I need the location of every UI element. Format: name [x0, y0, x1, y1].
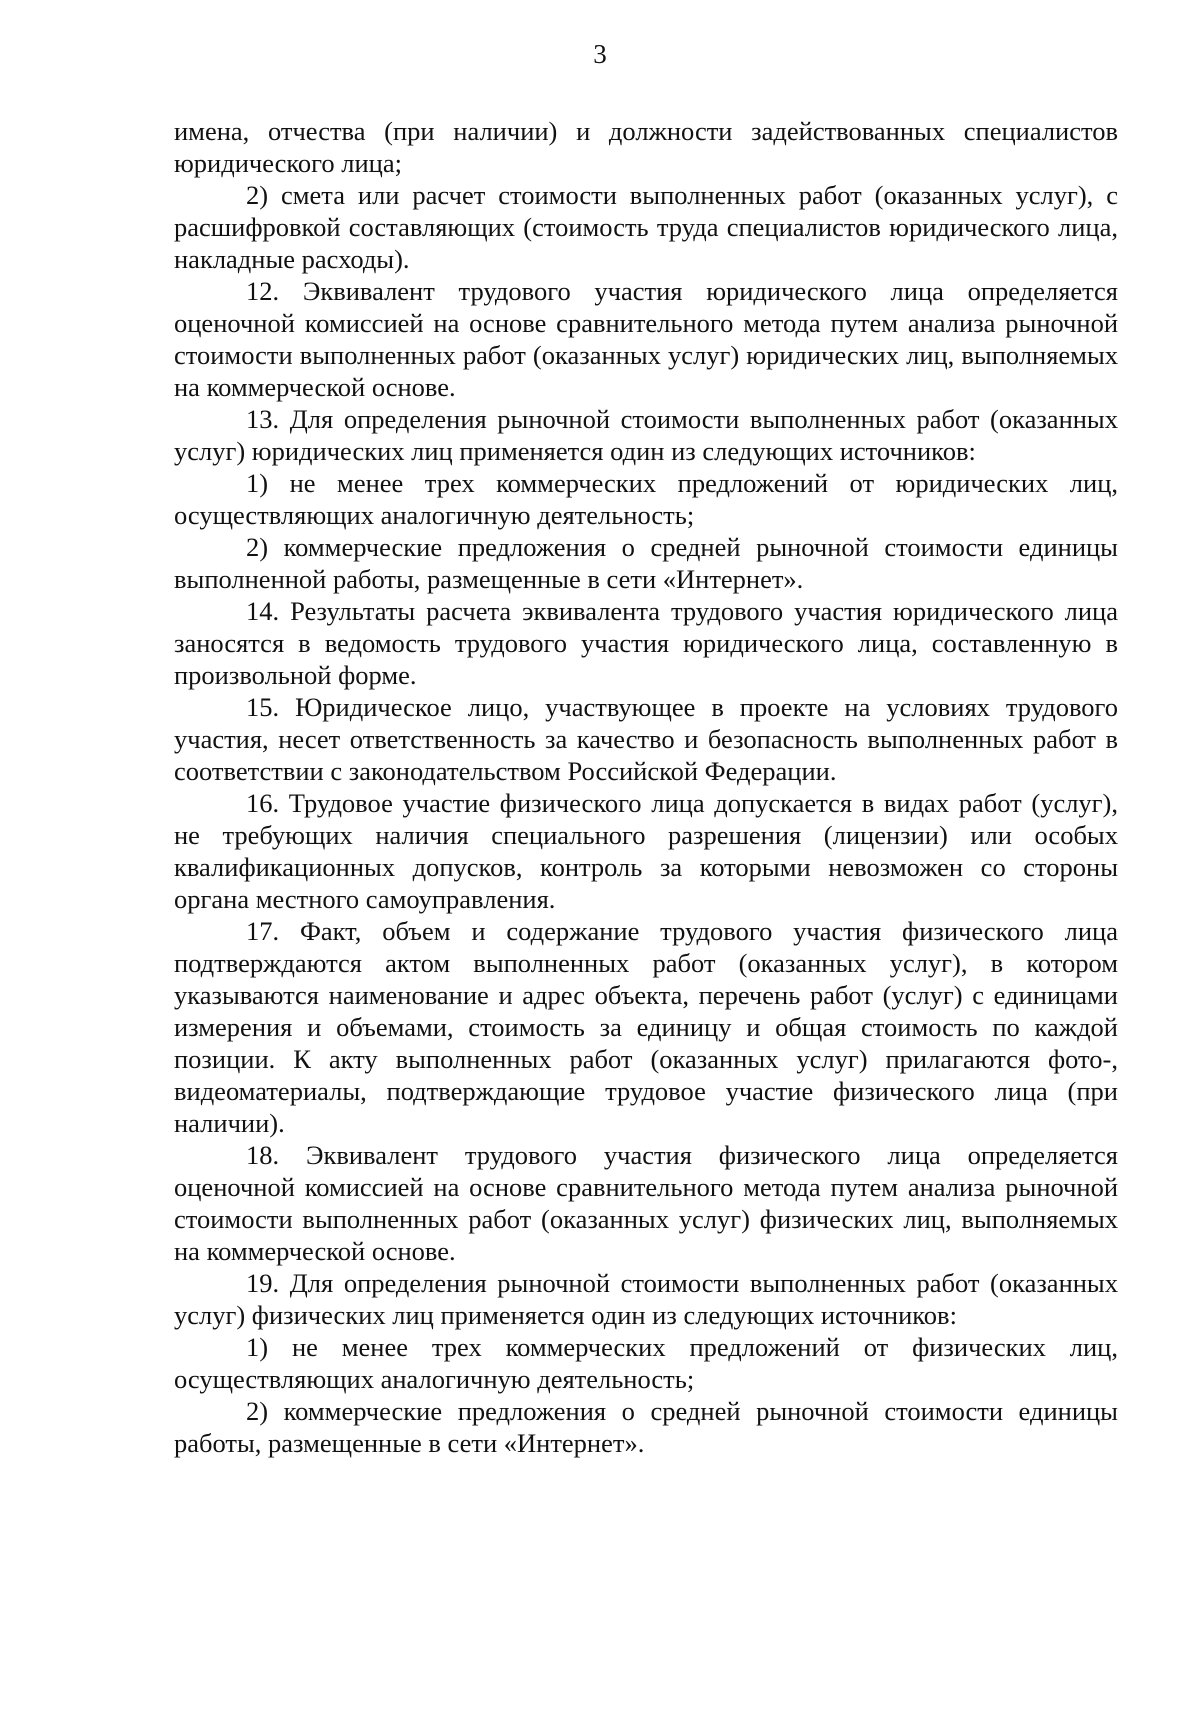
paragraph: 1) не менее трех коммерческих предложений от юридических лиц, осуществляющих аналогичную деятельность;	[174, 468, 1118, 530]
document-body	[174, 115, 1118, 1459]
paragraph: 17. Факт, объем и содержание трудового участия физического лица подтверждаются актом выполненных работ (оказанных услуг), в котором указываются наименование и адрес объекта, перечень работ (услуг) с единицами измерения и объемами, стоимость за единицу и общая стоимость по каждой позиции. К акту выполненных работ (оказанных услуг) прилагаются фото-, видеоматериалы, подтверждающие трудовое участие физического лица (при наличии).	[174, 916, 1118, 1138]
paragraph: 2) смета или расчет стоимости выполненных работ (оказанных услуг), с расшифровкой составляющих (стоимость труда специалистов юридического лица, накладные расходы).	[174, 180, 1118, 274]
paragraph: 1) не менее трех коммерческих предложений от физических лиц, осуществляющих аналогичную деятельность;	[174, 1332, 1118, 1394]
paragraph: 15. Юридическое лицо, участвующее в проекте на условиях трудового участия, несет ответственность за качество и безопасность выполненных работ в соответствии с законодательством Российской Федерации.	[174, 692, 1118, 786]
paragraph: 19. Для определения рыночной стоимости выполненных работ (оказанных услуг) физических лиц применяется один из следующих источников:	[174, 1268, 1118, 1330]
paragraph: 2) коммерческие предложения о средней рыночной стоимости единицы работы, размещенные в сети «Интернет».	[174, 1396, 1118, 1458]
paragraph: 12. Эквивалент трудового участия юридического лица определяется оценочной комиссией на основе сравнительного метода путем анализа рыночной стоимости выполненных работ (оказанных услуг) юридических лиц, выполняемых на коммерческой основе.	[174, 276, 1118, 402]
paragraph-continuation: имена, отчества (при наличии) и должности задействованных специалистов юридического лица;	[174, 116, 1118, 178]
paragraph: 16. Трудовое участие физического лица допускается в видах работ (услуг), не требующих наличия специального разрешения (лицензии) или особых квалификационных допусков, контроль за которыми невозможен со стороны органа местного самоуправления.	[174, 788, 1118, 914]
page-number: 3	[593, 39, 607, 69]
paragraph: 14. Результаты расчета эквивалента трудового участия юридического лица заносятся в ведомость трудового участия юридического лица, составленную в произвольной форме.	[174, 596, 1118, 690]
paragraph: 2) коммерческие предложения о средней рыночной стоимости единицы выполненной работы, размещенные в сети «Интернет».	[174, 532, 1118, 594]
paragraph: 18. Эквивалент трудового участия физического лица определяется оценочной комиссией на основе сравнительного метода путем анализа рыночной стоимости выполненных работ (оказанных услуг) физических лиц, выполняемых на коммерческой основе.	[174, 1140, 1118, 1266]
paragraph: 13. Для определения рыночной стоимости выполненных работ (оказанных услуг) юридических лиц применяется один из следующих источников:	[174, 404, 1118, 466]
